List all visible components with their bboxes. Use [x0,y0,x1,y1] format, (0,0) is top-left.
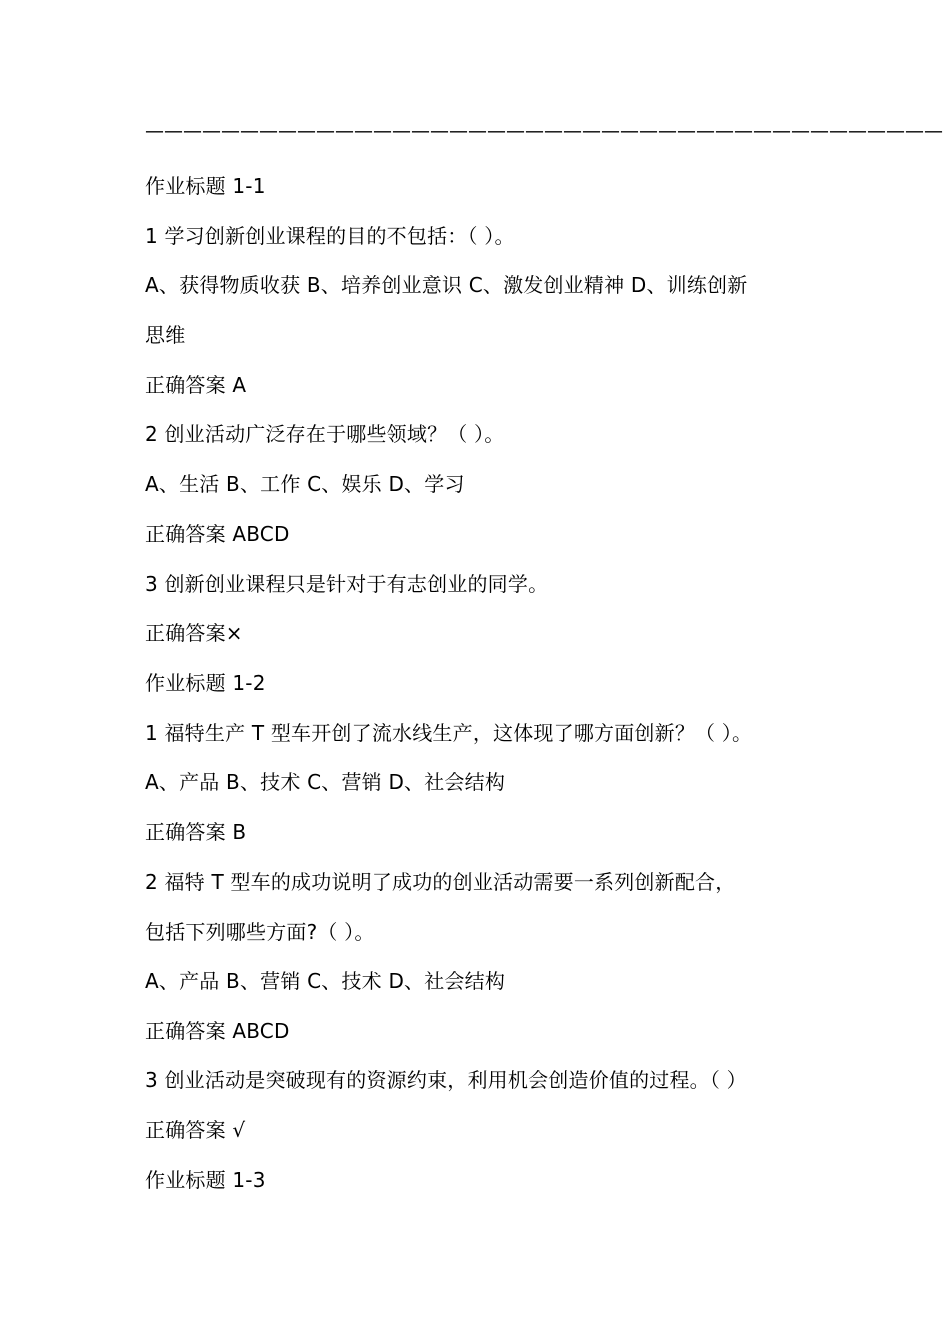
question-options: A、生活 B、工作 C、娱乐 D、学习 [145,472,465,496]
question-text: 3 创新创业课程只是针对于有志创业的同学。 [145,572,549,596]
question-options: A、获得物质收获 B、培养创业意识 C、激发创业精神 D、训练创新 [145,273,748,297]
question-text: 1 学习创新创业课程的目的不包括：（ ）。 [145,224,515,248]
question-options: A、产品 B、营销 C、技术 D、社会结构 [145,969,506,993]
question-text: 2 福特 T 型车的成功说明了成功的创业活动需要一系列创新配合， [145,870,736,894]
question-options: A、产品 B、技术 C、营销 D、社会结构 [145,770,506,794]
question-text: 3 创业活动是突破现有的资源约束，利用机会创造价值的过程。（ ） [145,1068,747,1092]
horizontal-rule: —————————————————————————————————————————— [145,120,943,142]
section-title: 作业标题 1-2 [145,671,266,695]
correct-answer: 正确答案 √ [145,1118,246,1142]
question-text-continued: 包括下列哪些方面?（ ）。 [145,920,375,944]
correct-answer: 正确答案 ABCD [145,1019,290,1043]
correct-answer: 正确答案 B [145,820,247,844]
question-text: 1 福特生产 T 型车开创了流水线生产，这体现了哪方面创新？（ ）。 [145,721,753,745]
section-title: 作业标题 1-3 [145,1168,266,1192]
correct-answer: 正确答案 A [145,373,247,397]
correct-answer: 正确答案 ABCD [145,522,290,546]
section-title: 作业标题 1-1 [145,174,266,198]
question-text: 2 创业活动广泛存在于哪些领域？（ ）。 [145,422,505,446]
correct-answer: 正确答案× [145,621,243,645]
question-options-continued: 思维 [145,323,186,347]
